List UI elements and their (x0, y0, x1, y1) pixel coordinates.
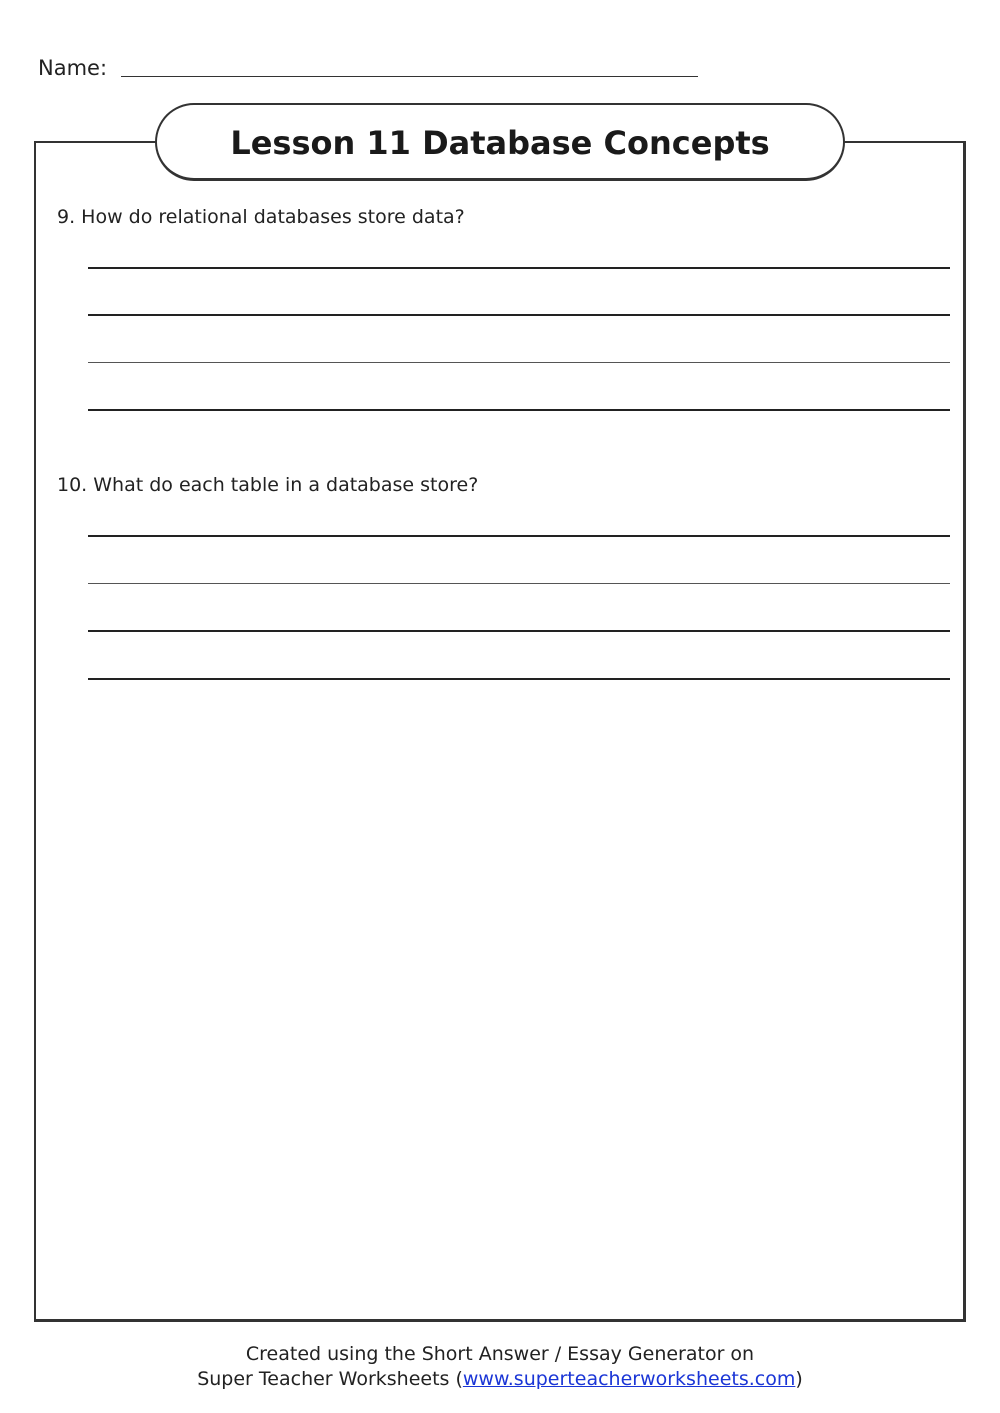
footer-source-suffix: ) (795, 1368, 803, 1390)
worksheet-frame (34, 141, 966, 1322)
answer-line[interactable] (88, 362, 950, 363)
answer-line[interactable] (88, 630, 950, 632)
footer-website-link[interactable]: www.superteacherworksheets.com (462, 1368, 796, 1390)
footer-source-prefix: Super Teacher Worksheets ( (197, 1368, 463, 1390)
answer-line[interactable] (88, 267, 950, 269)
name-field (38, 54, 698, 82)
answer-line[interactable] (88, 314, 950, 316)
answer-line[interactable] (88, 678, 950, 680)
footer-source-line (0, 1367, 1000, 1392)
question-10: 10. What do each table in a database store? (57, 474, 479, 496)
worksheet-title: Lesson 11 Database Concepts (230, 124, 770, 162)
answer-line[interactable] (88, 409, 950, 411)
name-label: Name: (38, 56, 108, 80)
name-blank-line[interactable] (121, 76, 698, 77)
question-9: 9. How do relational databases store data? (57, 206, 465, 228)
footer-credit-line: Created using the Short Answer / Essay Generator on (245, 1343, 755, 1365)
answer-line[interactable] (88, 583, 950, 584)
answer-line[interactable] (88, 535, 950, 537)
title-banner (155, 103, 845, 181)
